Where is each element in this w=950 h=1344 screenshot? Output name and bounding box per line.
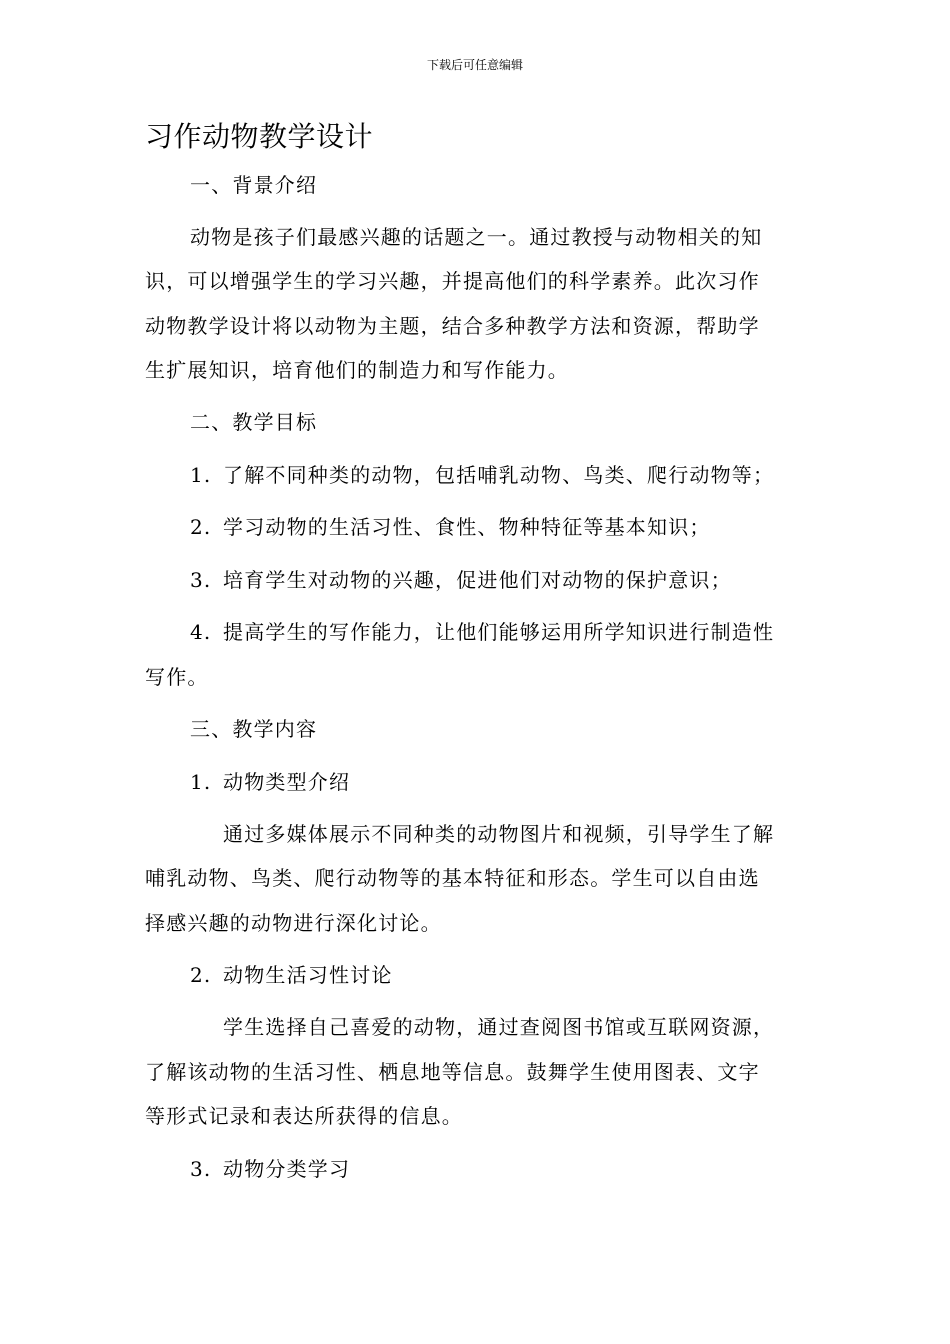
paragraph-line: 学生选择自己喜爱的动物，通过查阅图书馆或互联网资源， xyxy=(223,1015,775,1039)
item-number: 2. xyxy=(190,963,212,987)
objective-item xyxy=(190,460,774,490)
item-number: 4. xyxy=(190,620,212,644)
item-text: 培育学生对动物的兴趣，促进他们对动物的保护意识； xyxy=(223,568,732,592)
paragraph-line: 动物是孩子们最感兴趣的话题之一。通过教授与动物相关的知 xyxy=(190,225,763,249)
item-number: 2. xyxy=(190,515,212,539)
item-number: 3. xyxy=(190,568,212,592)
paragraph-line: 生扩展知识，培育他们的制造力和写作能力。 xyxy=(145,358,569,382)
paragraph-line: 哺乳动物、鸟类、爬行动物等的基本特征和形态。学生可以自由选 xyxy=(145,866,760,890)
paragraph-line: 等形式记录和表达所获得的信息。 xyxy=(145,1104,463,1128)
item-number: 1. xyxy=(190,770,212,794)
section-heading-content: 三、教学内容 xyxy=(190,717,318,741)
item-number: 1. xyxy=(190,463,212,487)
objective-item xyxy=(190,565,732,595)
item-text: 学习动物的生活习性、食性、物种特征等基本知识； xyxy=(223,515,711,539)
paragraph-line: 通过多媒体展示不同种类的动物图片和视频，引导学生了解 xyxy=(223,822,775,846)
objective-item-continuation: 写作。 xyxy=(145,665,209,689)
paragraph-line: 识，可以增强学生的学习兴趣，并提高他们的科学素养。此次习作 xyxy=(145,269,760,293)
paragraph-line: 动物教学设计将以动物为主题，结合多种教学方法和资源，帮助学 xyxy=(145,314,760,338)
subsection-title: 动物分类学习 xyxy=(223,1157,351,1181)
subsection-title: 动物生活习性讨论 xyxy=(223,963,393,987)
objective-item xyxy=(190,617,774,647)
subsection-heading xyxy=(190,767,350,797)
section-heading-objectives: 二、教学目标 xyxy=(190,410,318,434)
item-text: 了解不同种类的动物，包括哺乳动物、鸟类、爬行动物等； xyxy=(223,463,775,487)
paragraph-line: 了解该动物的生活习性、栖息地等信息。鼓舞学生使用图表、文字 xyxy=(145,1060,760,1084)
page-header-note: 下载后可任意编辑 xyxy=(426,58,523,72)
paragraph-line: 择感兴趣的动物进行深化讨论。 xyxy=(145,911,442,935)
objective-item xyxy=(190,512,711,542)
item-number: 3. xyxy=(190,1157,212,1181)
subsection-heading xyxy=(190,1154,350,1184)
document-title: 习作动物教学设计 xyxy=(145,120,374,153)
item-text: 提高学生的写作能力，让他们能够运用所学知识进行制造性 xyxy=(223,620,775,644)
subsection-heading xyxy=(190,960,393,990)
subsection-title: 动物类型介绍 xyxy=(223,770,351,794)
section-heading-background: 一、背景介绍 xyxy=(190,173,318,197)
